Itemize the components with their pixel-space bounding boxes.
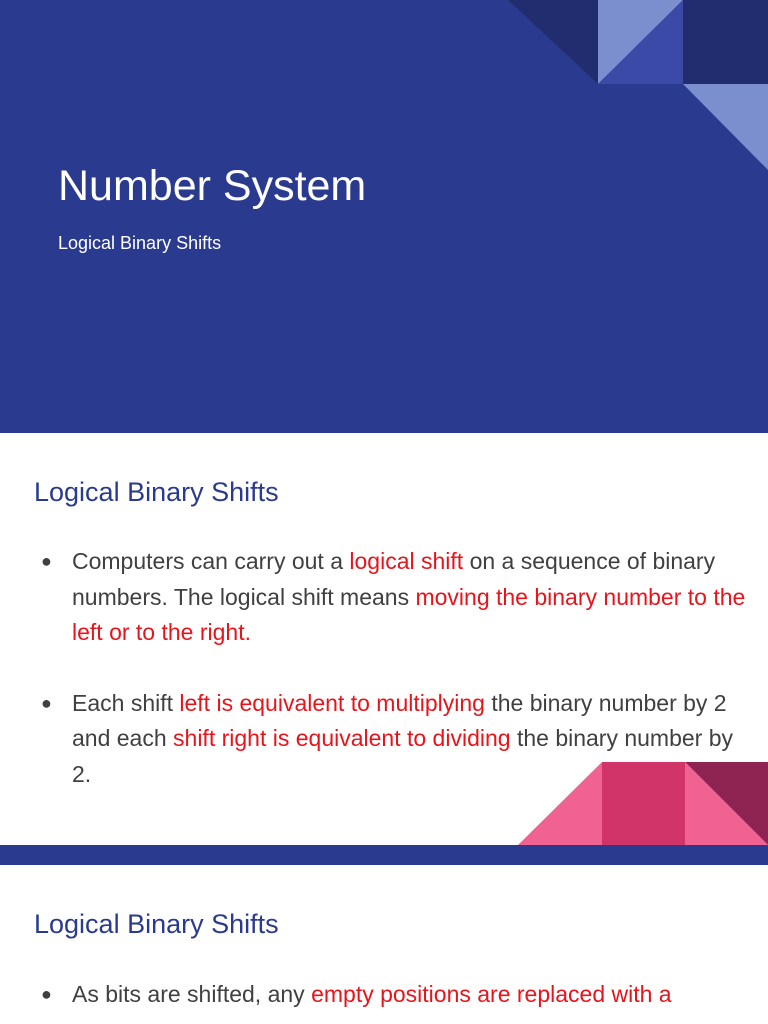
bullet-text: Computers can carry out a xyxy=(72,548,350,574)
highlighted-text: left is equivalent to multiplying xyxy=(179,689,485,716)
slide-heading: Logical Binary Shifts xyxy=(34,477,279,507)
decorative-corner-shapes xyxy=(508,0,768,170)
bullet-text: on a sequence of binary numbers. The logical shift means xyxy=(72,548,716,610)
highlighted-text: shift right is equivalent to dividing xyxy=(173,725,511,751)
presentation-subtitle: Logical Binary Shifts xyxy=(58,233,222,253)
slide-heading: Logical Binary Shifts xyxy=(34,909,279,939)
corner-dark-square xyxy=(683,0,768,84)
title-slide xyxy=(0,0,768,433)
bullet-dot-icon: ● xyxy=(41,551,52,571)
highlighted-text: moving the binary number to the left or to the right. xyxy=(72,583,746,645)
corner-lower-light-triangle xyxy=(683,84,768,170)
bullet-item xyxy=(40,977,750,1013)
highlighted-text: empty positions are replaced with a xyxy=(311,981,672,1007)
highlighted-text: logical shift xyxy=(349,548,464,574)
slide-divider xyxy=(0,845,768,865)
bullet-dot-icon: ● xyxy=(41,692,52,713)
bottom-magenta-square xyxy=(602,762,685,845)
content-slide-2 xyxy=(0,865,768,1024)
bullet-text: As bits are shifted, any xyxy=(72,981,312,1007)
corner-dark-triangle xyxy=(508,0,598,84)
bottom-pink-triangle xyxy=(518,762,602,845)
bullet-text: the binary number by 2. xyxy=(72,725,734,787)
decorative-bottom-shapes xyxy=(518,762,768,845)
bullet-text: Each shift xyxy=(72,689,180,716)
bullet-item xyxy=(40,544,750,651)
bullet-text: the binary number by 2 and each xyxy=(72,689,727,751)
bullet-dot-icon: ● xyxy=(41,984,52,1004)
bullet-list xyxy=(40,977,750,1024)
content-slide-1 xyxy=(0,433,768,845)
presentation-title: Number System xyxy=(58,162,367,210)
